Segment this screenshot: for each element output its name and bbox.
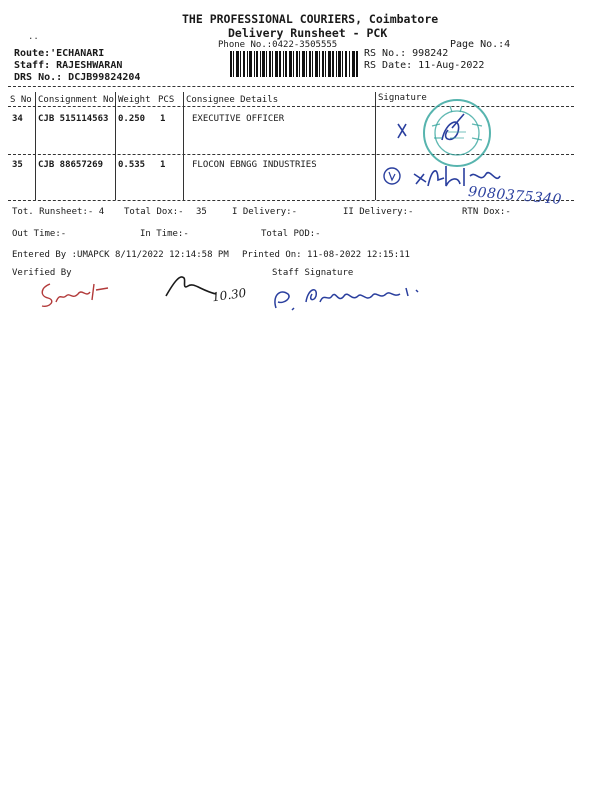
header-weight: Weight — [118, 95, 151, 105]
header-pcs: PCS — [158, 95, 175, 105]
row-consignee: FLOCON EBNGG INDUSTRIES — [192, 160, 317, 170]
staff-label: Staff: RAJESHWARAN — [14, 60, 123, 71]
total-dox-value: 35 — [196, 207, 207, 217]
table-top-rule — [8, 86, 574, 87]
col-divider-2 — [115, 92, 116, 200]
col-divider-4 — [375, 92, 376, 200]
col-divider-3 — [183, 92, 184, 200]
staff-signature — [266, 278, 436, 318]
entered-by: Entered By :UMAPCK 8/11/2022 12:14:58 PM — [12, 250, 229, 260]
row-consignee: EXECUTIVE OFFICER — [192, 114, 285, 124]
row-weight: 0.535 — [118, 160, 146, 170]
page-number: Page No.:4 — [450, 39, 511, 50]
corner-mark: .. — [28, 32, 39, 42]
col-divider-1 — [35, 92, 36, 200]
row-35-phone-handwritten: 9080375340 — [467, 183, 563, 209]
runsheet-subtitle: Delivery Runsheet - PCK — [228, 26, 388, 40]
company-title: THE PROFESSIONAL COURIERS, Coimbatore — [182, 12, 439, 26]
staff-signature-label: Staff Signature — [272, 268, 354, 278]
route-label: Route:'ECHANARI — [14, 48, 105, 59]
time-note-handwritten: 10.30 — [211, 285, 248, 305]
rtn-dox: RTN Dox:- — [462, 207, 511, 217]
header-signature: Signature — [378, 93, 427, 103]
row-sno: 34 — [12, 114, 23, 124]
printed-on: Printed On: 11-08-2022 12:15:11 — [242, 250, 410, 260]
rs-date: RS Date: 11-Aug-2022 — [364, 60, 485, 71]
out-time: Out Time:- — [12, 229, 67, 239]
phone-number: Phone No.:0422-3505555 — [218, 40, 338, 50]
row-pcs: 1 — [160, 160, 166, 170]
tot-runsheet: Tot. Runsheet:- 4 — [12, 207, 105, 217]
row-consignment: CJB 88657269 — [38, 160, 104, 170]
total-dox: Total Dox:- — [124, 207, 184, 217]
row-consignment: CJB 515114563 — [38, 114, 109, 124]
header-consignment: Consignment No — [38, 95, 114, 105]
i-delivery: I Delivery:- — [232, 207, 298, 217]
row-pcs: 1 — [160, 114, 166, 124]
ii-delivery: II Delivery:- — [343, 207, 414, 217]
barcode — [230, 51, 358, 77]
in-time: In Time:- — [140, 229, 189, 239]
total-pod: Total POD:- — [261, 229, 321, 239]
header-sno: S No — [10, 95, 32, 105]
drs-number: DRS No.: DCJB99824204 — [14, 72, 141, 83]
row-weight: 0.250 — [118, 114, 146, 124]
verifier-signature-red — [36, 278, 116, 310]
row-sno: 35 — [12, 160, 23, 170]
header-consignee: Consignee Details — [186, 95, 279, 105]
verified-by-label: Verified By — [12, 268, 72, 278]
rs-number: RS No.: 998242 — [364, 48, 449, 59]
